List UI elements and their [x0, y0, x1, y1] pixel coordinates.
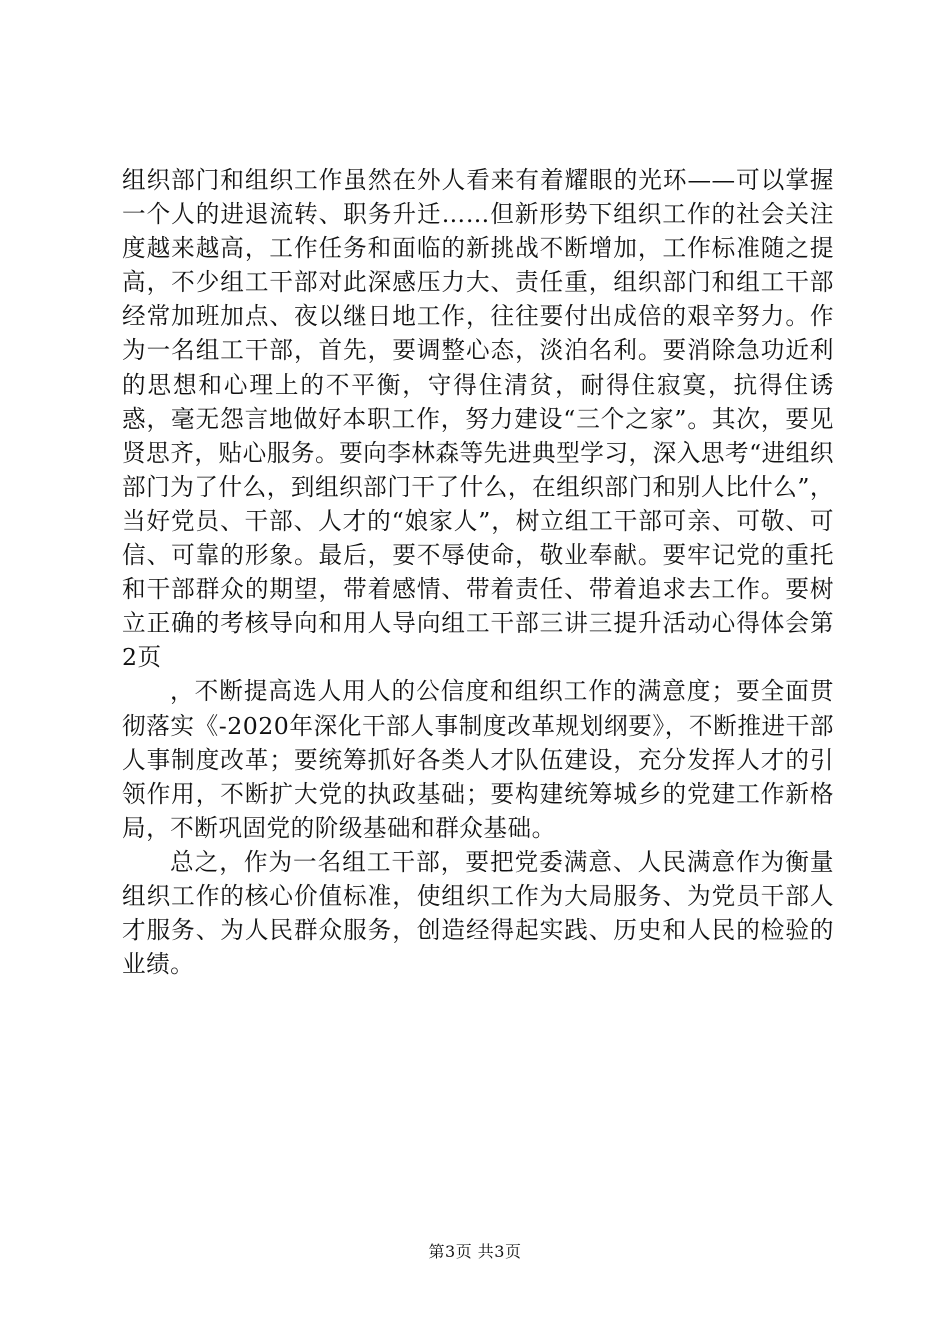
page-footer: 第3页 共3页	[428, 1242, 522, 1261]
paragraph-1: 组织部门和组织工作虽然在外人看来有着耀眼的光环——可以掌握一个人的进退流转、职务升迁……但新形势下组织工作的社会关注度越来越高，工作任务和面临的新挑战不断增加，工作标准随之提高，不少组工干部对此深感压力大、责任重，组织部门和组工干部经常加班加点、夜以继日地工作，往往要付出成倍的艰辛努力。作为一名组工干部，首先，要调整心态，淡泊名利。要消除急功近利的思想和心理上的不平衡，守得住清贫，耐得住寂寞，抗得住诱惑，毫无怨言地做好本职工作，努力建设“三个之家”。其次，要见贤思齐，贴心服务。要向李林森等先进典型学习，深入思考“进组织部门为了什么，到组织部门干了什么，在组织部门和别人比什么”，当好党员、干部、人才的“娘家人”，树立组工干部可亲、可敬、可信、可靠的形象。最后，要不辱使命，敬业奉献。要牢记党的重托和干部群众的期望，带着感情、带着责任、带着追求去工作。要树立正确的考核导向和用人导向组工干部三讲三提升活动心得体会第2页	[122, 166, 834, 672]
paragraph-3: 总之，作为一名组工干部，要把党委满意、人民满意作为衡量组织工作的核心价值标准，使组织工作为大局服务、为党员干部人才服务、为人民群众服务，创造经得起实践、历史和人民的检验的业绩。	[122, 847, 834, 979]
paragraph-2: ，不断提高选人用人的公信度和组织工作的满意度；要全面贯彻落实《-2020年深化干部人事制度改革规划纲要》，不断推进干部人事制度改革；要统筹抓好各类人才队伍建设，充分发挥人才的引领作用，不断扩大党的执政基础；要构建统筹城乡的党建工作新格局，不断巩固党的阶级基础和群众基础。	[122, 677, 834, 842]
document-body	[122, 163, 834, 981]
